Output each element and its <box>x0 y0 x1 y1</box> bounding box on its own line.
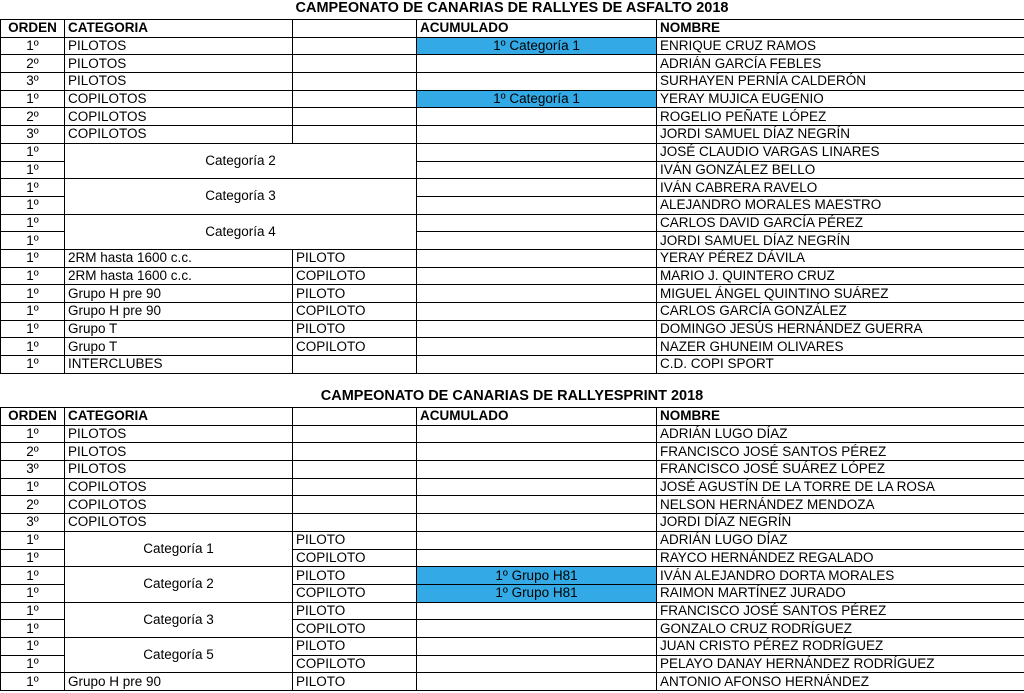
table-row <box>1 338 1024 356</box>
role-cell <box>293 90 417 108</box>
orden-cell: 2º <box>1 55 65 73</box>
acumulado-cell <box>417 655 657 673</box>
table-row <box>1 514 1024 532</box>
table-row <box>1 478 1024 496</box>
categoria-cell: Grupo T <box>65 320 293 338</box>
table-row <box>1 249 1024 267</box>
nombre-cell: SURHAYEN PERNÍA CALDERÓN <box>657 73 1024 91</box>
orden-cell: 1º <box>1 285 65 303</box>
nombre-cell: ALEJANDRO MORALES MAESTRO <box>657 196 1024 214</box>
orden-cell: 1º <box>1 567 65 585</box>
table-row <box>1 143 1024 161</box>
table-row <box>1 356 1024 374</box>
nombre-cell: FRANCISCO JOSÉ SUÁREZ LÓPEZ <box>657 461 1024 479</box>
column-header: NOMBRE <box>657 20 1024 38</box>
categoria-cell: COPILOTOS <box>65 126 293 144</box>
categoria-cell: Grupo H pre 90 <box>65 673 293 691</box>
nombre-cell: C.D. COPI SPORT <box>657 356 1024 374</box>
orden-cell: 1º <box>1 637 65 655</box>
nombre-cell: IVÁN ALEJANDRO DORTA MORALES <box>657 567 1024 585</box>
role-cell: COPILOTO <box>293 655 417 673</box>
nombre-cell: CARLOS DAVID GARCÍA PÉREZ <box>657 214 1024 232</box>
nombre-cell: JORDI SAMUEL DÍAZ NEGRÍN <box>657 126 1024 144</box>
table-row <box>1 90 1024 108</box>
acumulado-cell <box>417 179 657 197</box>
acumulado-cell <box>417 602 657 620</box>
results-table <box>0 19 1024 374</box>
categoria-cell: Categoría 4 <box>65 214 417 249</box>
nombre-cell: ENRIQUE CRUZ RAMOS <box>657 37 1024 55</box>
categoria-cell: Categoría 3 <box>65 602 293 637</box>
nombre-cell: ANTONIO AFONSO HERNÁNDEZ <box>657 673 1024 691</box>
column-header: CATEGORIA <box>65 408 293 426</box>
role-cell: PILOTO <box>293 320 417 338</box>
table-row <box>1 267 1024 285</box>
table-row <box>1 461 1024 479</box>
role-cell <box>293 461 417 479</box>
nombre-cell: PELAYO DANAY HERNÁNDEZ RODRÍGUEZ <box>657 655 1024 673</box>
orden-cell: 1º <box>1 143 65 161</box>
nombre-cell: FRANCISCO JOSÉ SANTOS PÉREZ <box>657 602 1024 620</box>
table-row <box>1 320 1024 338</box>
nombre-cell: NAZER GHUNEIM OLIVARES <box>657 338 1024 356</box>
nombre-cell: JOSÉ AGUSTÍN DE LA TORRE DE LA ROSA <box>657 478 1024 496</box>
acumulado-cell <box>417 214 657 232</box>
orden-cell: 1º <box>1 267 65 285</box>
categoria-cell: Grupo T <box>65 338 293 356</box>
nombre-cell: MIGUEL ÁNGEL QUINTINO SUÁREZ <box>657 285 1024 303</box>
orden-cell: 1º <box>1 320 65 338</box>
table-row <box>1 531 1024 549</box>
orden-cell: 1º <box>1 338 65 356</box>
acumulado-cell <box>417 443 657 461</box>
table-row <box>1 425 1024 443</box>
role-cell: COPILOTO <box>293 303 417 321</box>
role-cell: PILOTO <box>293 637 417 655</box>
nombre-cell: DOMINGO JESÚS HERNÁNDEZ GUERRA <box>657 320 1024 338</box>
table-title: CAMPEONATO DE CANARIAS DE RALLYESPRINT 2018 <box>320 388 704 404</box>
role-cell: COPILOTO <box>293 338 417 356</box>
orden-cell: 1º <box>1 37 65 55</box>
table-row <box>1 637 1024 655</box>
acumulado-cell: 1º Categoría 1 <box>417 90 657 108</box>
table-row <box>1 55 1024 73</box>
nombre-cell: JORDI SAMUEL DÍAZ NEGRÍN <box>657 232 1024 250</box>
categoria-cell: PILOTOS <box>65 461 293 479</box>
categoria-cell: COPILOTOS <box>65 90 293 108</box>
nombre-cell: GONZALO CRUZ RODRÍGUEZ <box>657 620 1024 638</box>
header-row <box>1 408 1024 426</box>
role-cell <box>293 425 417 443</box>
acumulado-cell <box>417 620 657 638</box>
nombre-cell: ADRIÁN LUGO DÍAZ <box>657 531 1024 549</box>
column-header: ORDEN <box>1 20 65 38</box>
acumulado-cell <box>417 285 657 303</box>
column-header: ACUMULADO <box>417 20 657 38</box>
role-cell <box>293 443 417 461</box>
nombre-cell: NELSON HERNÁNDEZ MENDOZA <box>657 496 1024 514</box>
nombre-cell: JOSÉ CLAUDIO VARGAS LINARES <box>657 143 1024 161</box>
orden-cell: 1º <box>1 214 65 232</box>
categoria-cell: PILOTOS <box>65 55 293 73</box>
table-row <box>1 37 1024 55</box>
acumulado-cell: 1º Grupo H81 <box>417 567 657 585</box>
categoria-cell: Grupo H pre 90 <box>65 303 293 321</box>
categoria-cell: COPILOTOS <box>65 496 293 514</box>
nombre-cell: FRANCISCO JOSÉ SANTOS PÉREZ <box>657 443 1024 461</box>
table-row <box>1 673 1024 691</box>
nombre-cell: JORDI DÍAZ NEGRÍN <box>657 514 1024 532</box>
role-cell <box>293 514 417 532</box>
acumulado-cell <box>417 514 657 532</box>
acumulado-cell <box>417 249 657 267</box>
orden-cell: 1º <box>1 531 65 549</box>
role-cell <box>293 73 417 91</box>
orden-cell: 1º <box>1 425 65 443</box>
orden-cell: 3º <box>1 73 65 91</box>
nombre-cell: ROGELIO PEÑATE LÓPEZ <box>657 108 1024 126</box>
nombre-cell: YERAY MUJICA EUGENIO <box>657 90 1024 108</box>
acumulado-cell <box>417 161 657 179</box>
orden-cell: 1º <box>1 620 65 638</box>
acumulado-cell <box>417 338 657 356</box>
acumulado-cell <box>417 320 657 338</box>
acumulado-cell <box>417 673 657 691</box>
acumulado-cell <box>417 108 657 126</box>
table-row <box>1 602 1024 620</box>
acumulado-cell <box>417 549 657 567</box>
orden-cell: 1º <box>1 232 65 250</box>
categoria-cell: PILOTOS <box>65 425 293 443</box>
categoria-cell: Categoría 3 <box>65 179 417 214</box>
column-header: ORDEN <box>1 408 65 426</box>
categoria-cell: COPILOTOS <box>65 514 293 532</box>
acumulado-cell <box>417 55 657 73</box>
orden-cell: 2º <box>1 496 65 514</box>
acumulado-cell <box>417 267 657 285</box>
orden-cell: 1º <box>1 655 65 673</box>
acumulado-cell <box>417 461 657 479</box>
orden-cell: 1º <box>1 673 65 691</box>
nombre-cell: CARLOS GARCÍA GONZÁLEZ <box>657 303 1024 321</box>
table-row <box>1 303 1024 321</box>
orden-cell: 1º <box>1 602 65 620</box>
table-row <box>1 179 1024 197</box>
orden-cell: 1º <box>1 90 65 108</box>
role-cell: COPILOTO <box>293 584 417 602</box>
column-header: ACUMULADO <box>417 408 657 426</box>
acumulado-cell <box>417 126 657 144</box>
table-title: CAMPEONATO DE CANARIAS DE RALLYES DE ASFALTO 2018 <box>295 0 729 16</box>
acumulado-cell <box>417 303 657 321</box>
nombre-cell: ADRIÁN LUGO DÍAZ <box>657 425 1024 443</box>
role-cell <box>293 126 417 144</box>
acumulado-cell <box>417 496 657 514</box>
categoria-cell: 2RM hasta 1600 c.c. <box>65 267 293 285</box>
orden-cell: 3º <box>1 461 65 479</box>
orden-cell: 2º <box>1 108 65 126</box>
categoria-cell: 2RM hasta 1600 c.c. <box>65 249 293 267</box>
nombre-cell: JUAN CRISTO PÉREZ RODRÍGUEZ <box>657 637 1024 655</box>
table-row <box>1 443 1024 461</box>
role-cell <box>293 496 417 514</box>
acumulado-cell <box>417 73 657 91</box>
acumulado-cell <box>417 196 657 214</box>
header-row <box>1 20 1024 38</box>
results-table <box>0 407 1024 691</box>
role-cell <box>293 478 417 496</box>
orden-cell: 1º <box>1 161 65 179</box>
table-row <box>1 285 1024 303</box>
column-header: CATEGORIA <box>65 20 293 38</box>
table-row <box>1 496 1024 514</box>
categoria-cell: Grupo H pre 90 <box>65 285 293 303</box>
acumulado-cell <box>417 232 657 250</box>
acumulado-cell <box>417 478 657 496</box>
orden-cell: 1º <box>1 356 65 374</box>
nombre-cell: RAYCO HERNÁNDEZ REGALADO <box>657 549 1024 567</box>
nombre-cell: YERAY PÉREZ DÁVILA <box>657 249 1024 267</box>
orden-cell: 1º <box>1 196 65 214</box>
categoria-cell: Categoría 5 <box>65 637 293 672</box>
categoria-cell: COPILOTOS <box>65 478 293 496</box>
categoria-cell: PILOTOS <box>65 443 293 461</box>
table-row <box>1 214 1024 232</box>
categoria-cell: PILOTOS <box>65 73 293 91</box>
role-cell: PILOTO <box>293 531 417 549</box>
nombre-cell: MARIO J. QUINTERO CRUZ <box>657 267 1024 285</box>
role-cell: PILOTO <box>293 285 417 303</box>
role-cell: PILOTO <box>293 673 417 691</box>
orden-cell: 1º <box>1 549 65 567</box>
acumulado-cell: 1º Categoría 1 <box>417 37 657 55</box>
acumulado-cell <box>417 637 657 655</box>
nombre-cell: IVÁN CABRERA RAVELO <box>657 179 1024 197</box>
table-row <box>1 126 1024 144</box>
orden-cell: 1º <box>1 303 65 321</box>
orden-cell: 1º <box>1 584 65 602</box>
orden-cell: 1º <box>1 179 65 197</box>
nombre-cell: ADRIÁN GARCÍA FEBLES <box>657 55 1024 73</box>
orden-cell: 2º <box>1 443 65 461</box>
categoria-cell: PILOTOS <box>65 37 293 55</box>
categoria-cell: COPILOTOS <box>65 108 293 126</box>
orden-cell: 1º <box>1 249 65 267</box>
table-row <box>1 108 1024 126</box>
role-cell: PILOTO <box>293 567 417 585</box>
column-header <box>293 20 417 38</box>
acumulado-cell <box>417 531 657 549</box>
categoria-cell: Categoría 2 <box>65 143 417 178</box>
role-cell <box>293 37 417 55</box>
role-cell: COPILOTO <box>293 267 417 285</box>
categoria-cell: INTERCLUBES <box>65 356 293 374</box>
orden-cell: 3º <box>1 126 65 144</box>
role-cell: PILOTO <box>293 249 417 267</box>
nombre-cell: IVÁN GONZÁLEZ BELLO <box>657 161 1024 179</box>
table-row <box>1 73 1024 91</box>
acumulado-cell <box>417 356 657 374</box>
acumulado-cell <box>417 425 657 443</box>
table-row <box>1 567 1024 585</box>
nombre-cell: RAIMON MARTÍNEZ JURADO <box>657 584 1024 602</box>
categoria-cell: Categoría 1 <box>65 531 293 566</box>
role-cell: PILOTO <box>293 602 417 620</box>
orden-cell: 1º <box>1 478 65 496</box>
column-header: NOMBRE <box>657 408 1024 426</box>
acumulado-cell <box>417 143 657 161</box>
role-cell: COPILOTO <box>293 549 417 567</box>
categoria-cell: Categoría 2 <box>65 567 293 602</box>
role-cell <box>293 108 417 126</box>
role-cell: COPILOTO <box>293 620 417 638</box>
role-cell <box>293 356 417 374</box>
column-header <box>293 408 417 426</box>
orden-cell: 3º <box>1 514 65 532</box>
acumulado-cell: 1º Grupo H81 <box>417 584 657 602</box>
role-cell <box>293 55 417 73</box>
